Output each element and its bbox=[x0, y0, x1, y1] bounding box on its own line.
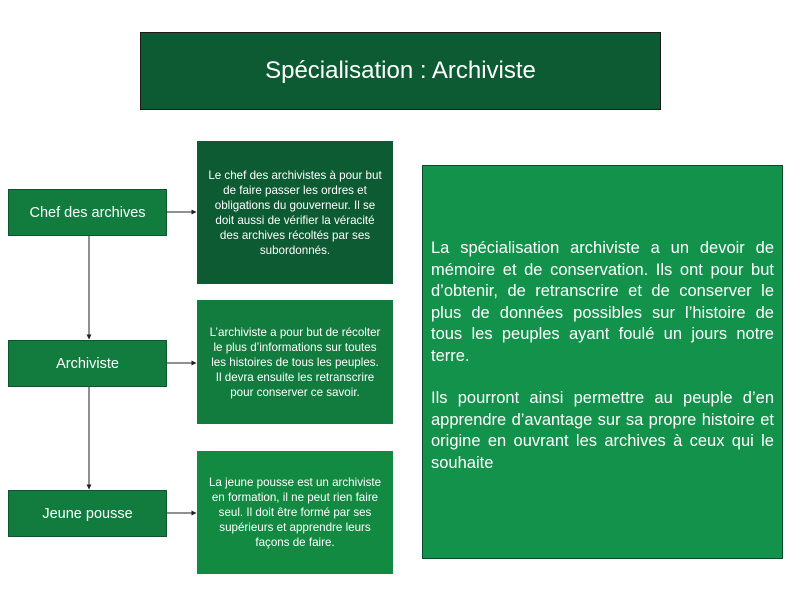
description-archiviste-text: L’archiviste a pour but de récolter le plus d’informations sur toutes les histoires de tous les peuples. Il devra ensuite les retranscrire pour conserver ce savoir. bbox=[209, 325, 381, 399]
summary-paragraph-2: Ils pourront ainsi permettre au peuple d’en apprendre d’avantage sur sa propre histoire et origine en ouvrant les archives à ceux qui le souhaite bbox=[431, 389, 774, 472]
description-jeune-pousse-text: La jeune pousse est un archiviste en formation, il ne peut rien faire seul. Il doit être formé par ses supérieurs et apprendre leurs façons de faire. bbox=[208, 476, 382, 549]
summary-paragraph-1: La spécialisation archiviste a un devoir de mémoire et de conservation. Ils ont pour but d’obtenir, de retranscrire et de conserver le plus de données possibles sur l’histoire de tous les peuples ayant foulé un jours notre terre. bbox=[431, 239, 774, 365]
node-archiviste-label: Archiviste bbox=[56, 355, 119, 372]
node-jeune-pousse-label: Jeune pousse bbox=[42, 505, 133, 522]
node-chef-des-archives-label: Chef des archives bbox=[29, 204, 146, 221]
description-chef-des-archives-text: Le chef des archivistes à pour but de faire passer les ordres et obligations du gouverneur. Il se doit aussi de vérifier la véracité des archives récoltés par ses subordonnés. bbox=[208, 168, 382, 257]
page-title-text: Spécialisation : Archiviste bbox=[265, 57, 536, 84]
